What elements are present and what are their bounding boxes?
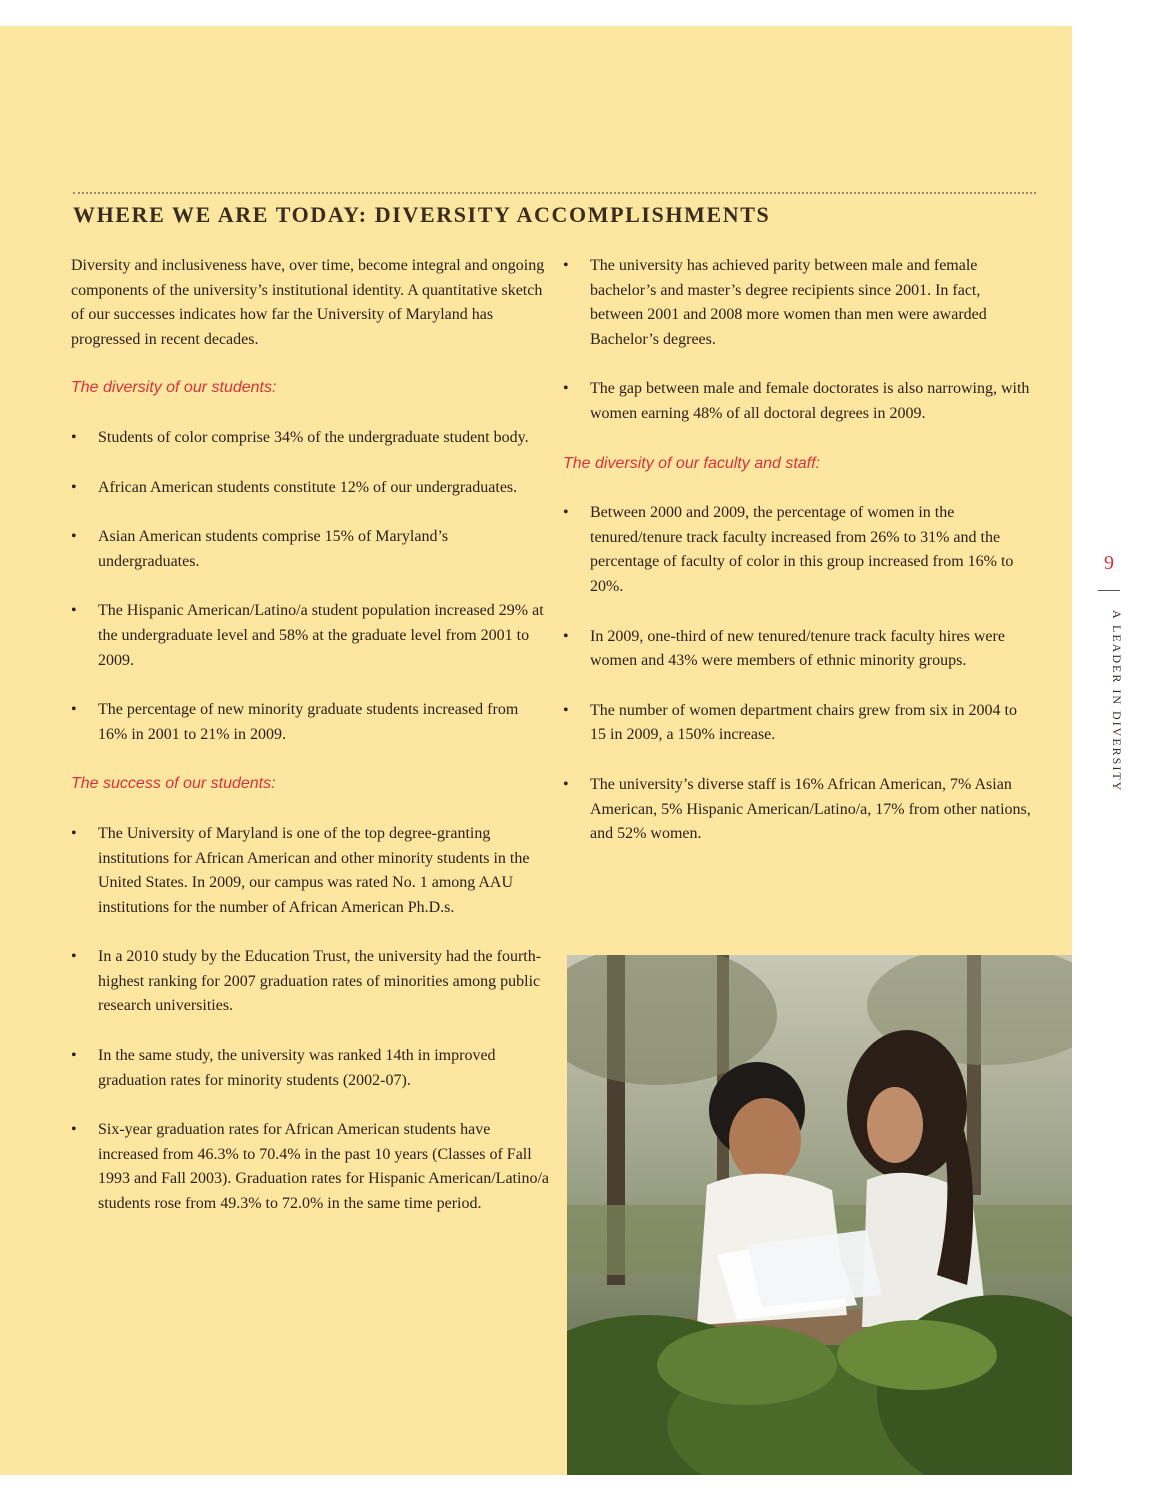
list-item: • In a 2010 study by the Education Trust, the university had the fourth-highest ranking for 2007 graduation rates of minorities among public research universities. bbox=[71, 945, 549, 1019]
page-heading: WHERE WE ARE TODAY: DIVERSITY ACCOMPLISHMENTS bbox=[73, 202, 771, 227]
list-item: • Asian American students comprise 15% of Maryland’s undergraduates. bbox=[71, 525, 549, 574]
intro-paragraph: Diversity and inclusiveness have, over time, become integral and ongoing components of the university’s institutional identity. A quantitative sketch of our successes indicates how far the University of Maryland has progressed in recent decades. bbox=[71, 257, 545, 348]
list-item: • The university’s diverse staff is 16% African American, 7% Asian American, 5% Hispanic American/Latino/a, 17% from other nations, and 52% women. bbox=[563, 773, 1035, 847]
list-item: • The Hispanic American/Latino/a student population increased 29% at the undergraduate level and 58% at the graduate level from 2001 to 2009. bbox=[71, 599, 549, 673]
section-label-students-success: The success of our students: bbox=[71, 775, 276, 793]
faculty-diversity-list bbox=[563, 501, 1035, 847]
page-number: 9 bbox=[1104, 552, 1114, 574]
list-item: • Between 2000 and 2009, the percentage of women in the tenured/tenure track faculty increased from 26% to 31% and the percentage of faculty of color in this group increased from 16% to 20%. bbox=[563, 501, 1035, 599]
gender-parity-list bbox=[563, 254, 1035, 427]
list-item: • African American students constitute 12% of our undergraduates. bbox=[71, 476, 549, 501]
running-title: A LEADER IN DIVERSITY bbox=[1110, 610, 1124, 793]
list-item: • The University of Maryland is one of the top degree-granting institutions for African American and other minority students in the United States. In 2009, our campus was rated No. 1 among AAU institutions for the number of African American Ph.D.s. bbox=[71, 822, 549, 920]
students-diversity-list bbox=[71, 426, 549, 747]
list-item: • Students of color comprise 34% of the undergraduate student body. bbox=[71, 426, 549, 451]
students-success-list bbox=[71, 822, 549, 1217]
list-item: • The university has achieved parity between male and female bachelor’s and master’s degree recipients since 2001. In fact, between 2001 and 2008 more women than men were awarded Bachelor’s degrees. bbox=[563, 254, 1035, 352]
students-photo-illustration bbox=[567, 955, 1072, 1475]
list-item: • The gap between male and female doctorates is also narrowing, with women earning 48% of all doctoral degrees in 2009. bbox=[563, 377, 1035, 426]
list-item: • The number of women department chairs grew from six in 2004 to 15 in 2009, a 150% increase. bbox=[563, 699, 1035, 748]
right-column bbox=[563, 254, 1035, 872]
list-item: • In 2009, one-third of new tenured/tenure track faculty hires were women and 43% were members of ethnic minority groups. bbox=[563, 625, 1035, 674]
section-label-students-diversity: The diversity of our students: bbox=[71, 379, 277, 397]
list-item: • The percentage of new minority graduate students increased from 16% in 2001 to 21% in 2009. bbox=[71, 698, 549, 747]
students-photo bbox=[567, 955, 1072, 1475]
list-item: • In the same study, the university was ranked 14th in improved graduation rates for minority students (2002-07). bbox=[71, 1044, 549, 1093]
left-column bbox=[71, 254, 549, 1242]
page-number-rule bbox=[1098, 590, 1120, 591]
heading-dotted-rule bbox=[73, 192, 1036, 194]
list-item: • Six-year graduation rates for African American students have increased from 46.3% to 70.4% in the past 10 years (Classes of Fall 1993 and Fall 2003). Graduation rates for Hispanic American/Latino/a students rose from 49.3% to 72.0% in the same time period. bbox=[71, 1118, 549, 1216]
section-label-faculty-diversity: The diversity of our faculty and staff: bbox=[563, 454, 821, 472]
